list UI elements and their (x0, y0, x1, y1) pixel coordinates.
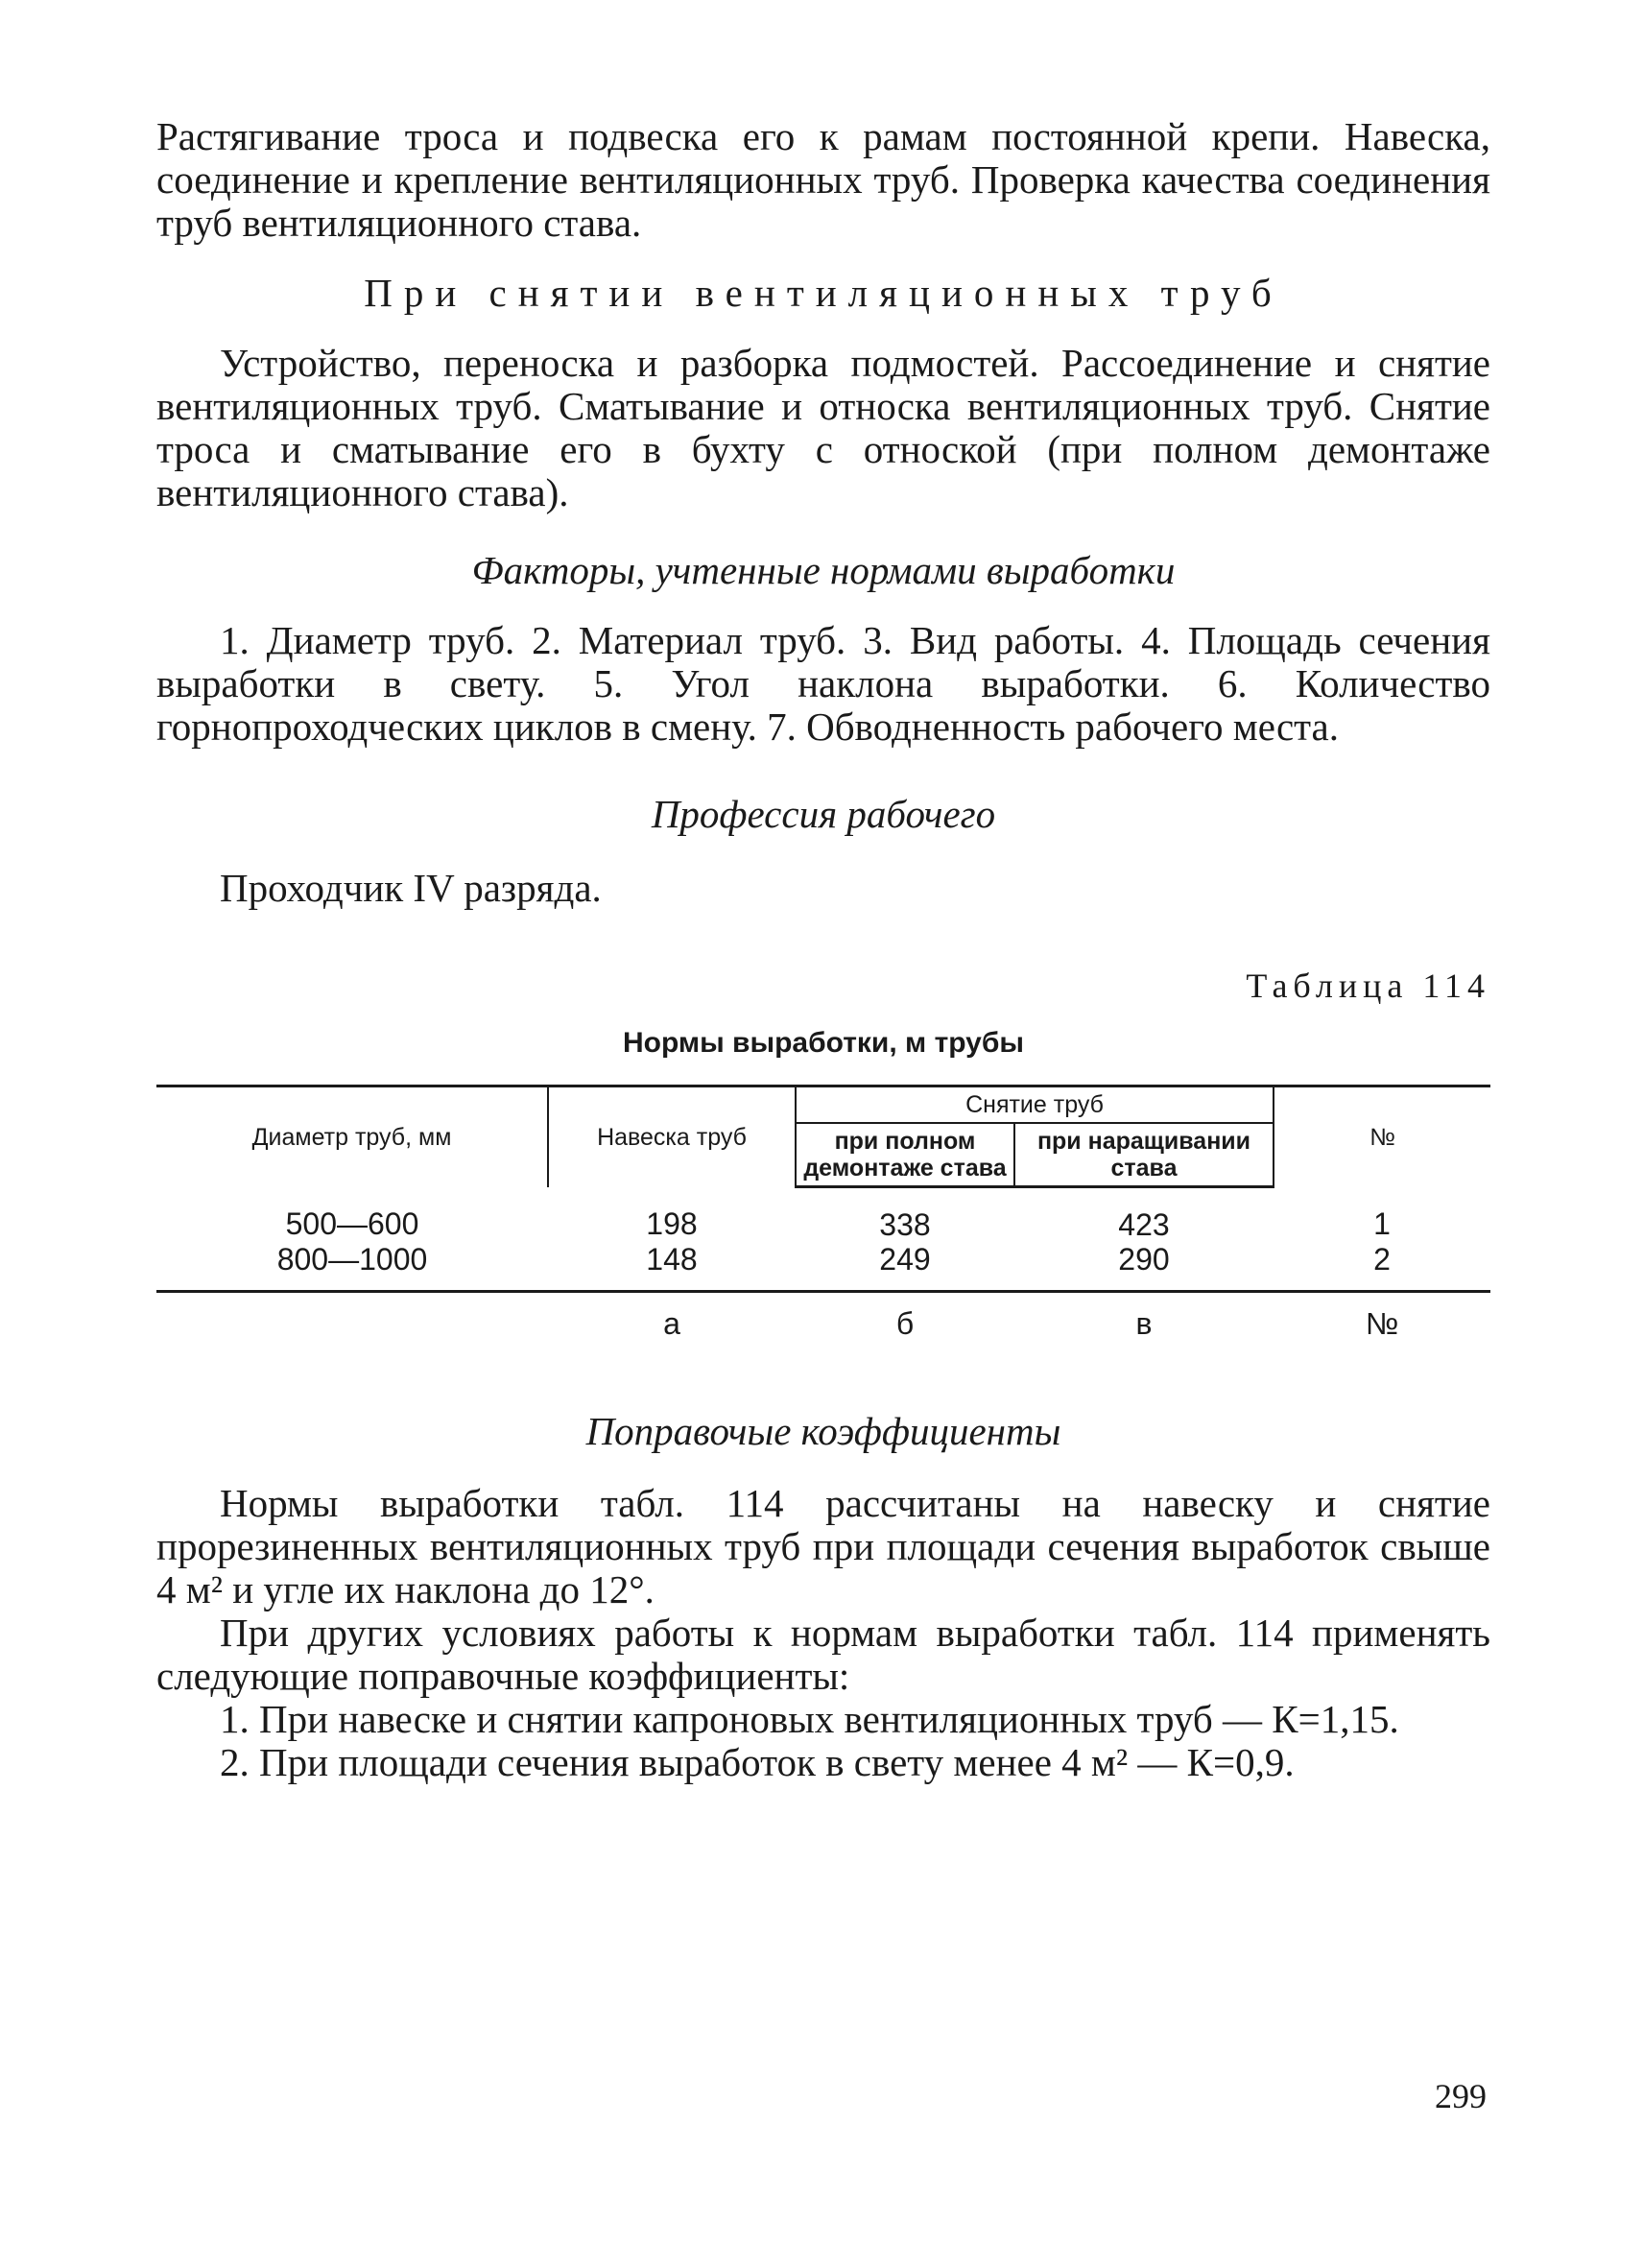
header-diameter: Диаметр труб, мм (156, 1086, 548, 1187)
table-title: Нормы выработки, м трубы (622, 1027, 1025, 1059)
page-body (156, 115, 1490, 1784)
header-removal: Снятие труб (796, 1086, 1274, 1124)
footer-c: в (1135, 1306, 1153, 1341)
footer-empty (156, 1292, 548, 1342)
cell-removal-extend: 423 (1118, 1207, 1170, 1242)
cell-diameter: 800—1000 (156, 1242, 548, 1292)
coefficients-paragraph-1: Нормы выработки табл. 114 рассчитаны на навеску и снятие прорезиненных вентиляционных труб при площади сечения выработок свыше 4 м² и угле их наклона до 12°. (156, 1481, 1490, 1611)
page-number: 299 (1435, 2077, 1487, 2115)
norms-table (156, 1085, 1490, 1341)
removal-paragraph: Устройство, переноска и разборка подмостей. Рассоединение и снятие вентиляционных труб. Сматывание и относка вентиляционных труб. Снятие троса и сматывание его в бухту с отноской (при полном демонтаже вентиляционного става). (156, 341, 1490, 514)
cell-removal-full: 249 (796, 1242, 1014, 1292)
cell-hanging: 198 (646, 1206, 698, 1242)
cell-removal-extend: 290 (1014, 1242, 1274, 1292)
table-label: Таблица 114 (1246, 967, 1490, 1005)
coefficients-heading: Поправочые коэффициенты (585, 1409, 1061, 1453)
header-removal-extend: при наращивании става (1014, 1123, 1274, 1187)
footer-a: а (663, 1306, 680, 1341)
header-removal-full: при полном демонтаже става (796, 1123, 1014, 1187)
cell-number: 2 (1274, 1242, 1490, 1292)
coefficients-paragraph-3: 1. При навеске и снятии капроновых вентиляционных труб — К=1,15. (220, 1697, 1399, 1741)
removal-heading: При снятии вентиляционных труб (364, 271, 1283, 315)
table-row (156, 1187, 1490, 1243)
header-hanging: Навеска труб (548, 1086, 796, 1187)
profession-heading: Профессия рабочего (651, 792, 996, 836)
table-footer-row (156, 1292, 1490, 1342)
footer-number: № (1365, 1306, 1399, 1341)
table-row (156, 1242, 1490, 1292)
coefficients-paragraph-4: 2. При площади сечения выработок в свету менее 4 м² — К=0,9. (220, 1740, 1295, 1784)
header-number: № (1274, 1086, 1490, 1187)
coefficients-paragraph-2: При других условиях работы к нормам выработки табл. 114 применять следующие поправочные коэффициенты: (156, 1611, 1490, 1698)
cell-number: 1 (1373, 1206, 1391, 1242)
factors-heading: Факторы, учтенные нормами выработки (471, 548, 1176, 592)
intro-paragraph: Растягивание троса и подвеска его к рамам постоянной крепи. Навеска, соединение и крепление вентиляционных труб. Проверка качества соединения труб вентиляционного става. (156, 114, 1490, 245)
cell-hanging: 148 (548, 1242, 796, 1292)
cell-removal-full: 338 (879, 1207, 931, 1242)
cell-diameter: 500—600 (285, 1206, 419, 1242)
footer-b: б (895, 1306, 915, 1341)
profession-paragraph: Проходчик IV разряда. (220, 866, 602, 910)
factors-paragraph: 1. Диаметр труб. 2. Материал труб. 3. Вид работы. 4. Площадь сечения выработки в свету. 5. Угол наклона выработки. 6. Количество горнопроходческих циклов в смену. 7. Обводненность рабочего места. (156, 618, 1490, 749)
